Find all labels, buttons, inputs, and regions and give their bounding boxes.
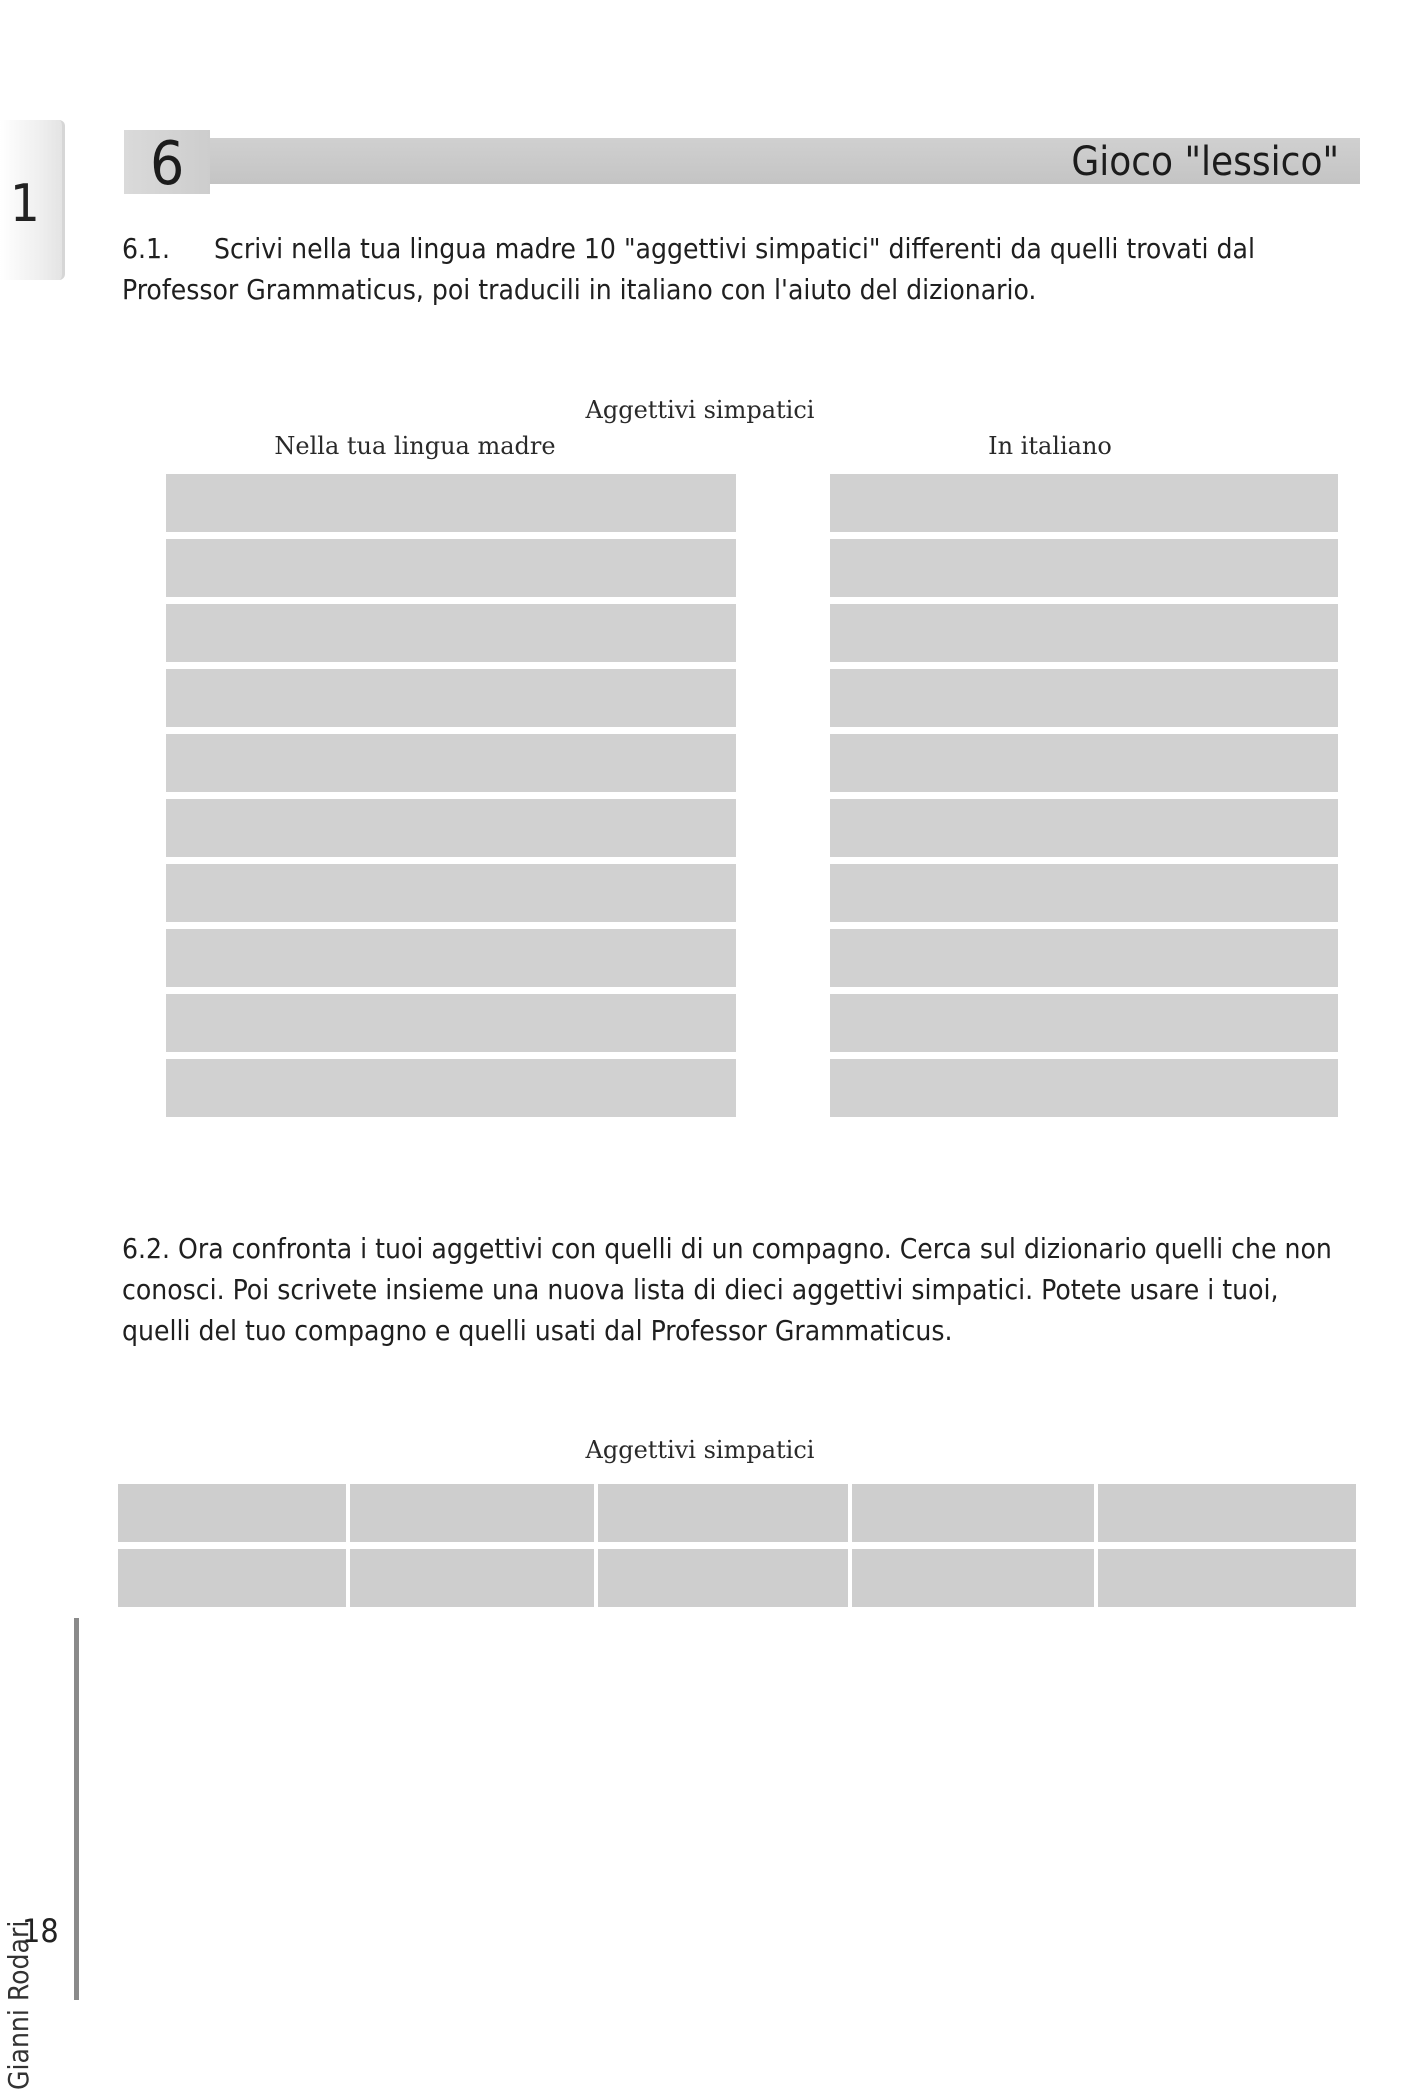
page-number: 18: [22, 1912, 59, 1950]
exercise-2-number: 6.2.: [122, 1232, 171, 1265]
answer-row-right-10[interactable]: [830, 1059, 1338, 1117]
answer-row-right-5[interactable]: [830, 734, 1338, 792]
answer-row-left-5[interactable]: [166, 734, 736, 792]
answer-row-left-4[interactable]: [166, 669, 736, 727]
answer-row-right-8[interactable]: [830, 929, 1338, 987]
answer-row-left-8[interactable]: [166, 929, 736, 987]
answer-row-right-6[interactable]: [830, 799, 1338, 857]
answer-row-left-3[interactable]: [166, 604, 736, 662]
exercise-1-instruction: [122, 228, 1342, 310]
answer-row-left-1[interactable]: [166, 474, 736, 532]
grid-cell-2-1[interactable]: [118, 1549, 346, 1607]
grid-cell-1-5[interactable]: [1098, 1484, 1356, 1542]
section-number: 6: [150, 129, 185, 199]
answer-row-left-7[interactable]: [166, 864, 736, 922]
section-title: Gioco "lessico": [1071, 139, 1339, 185]
grid-cell-1-1[interactable]: [118, 1484, 346, 1542]
chapter-number: 1: [10, 174, 40, 234]
exercise-1-text: Scrivi nella tua lingua madre 10 "aggettivi simpatici" differenti da quelli trovati dal Professor Grammaticus, poi traducili in italiano con l'aiuto del dizionario.: [122, 232, 1255, 306]
exercise-1-number: 6.1.: [122, 232, 171, 265]
column-header-left: Nella tua lingua madre: [274, 432, 556, 460]
answer-row-left-6[interactable]: [166, 799, 736, 857]
exercise-1-table-title: Aggettivi simpatici: [585, 396, 815, 424]
exercise-2-text: Ora confronta i tuoi aggettivi con quelli di un compagno. Cerca sul dizionario quelli che non conosci. Poi scrivete insieme una nuova lista di dieci aggettivi simpatici. Potete usare i tuoi, quelli del tuo compagno e quelli usati dal Professor Grammaticus.: [122, 1232, 1332, 1347]
answer-row-left-2[interactable]: [166, 539, 736, 597]
grid-cell-1-2[interactable]: [350, 1484, 594, 1542]
grid-cell-1-3[interactable]: [598, 1484, 848, 1542]
grid-cell-2-4[interactable]: [852, 1549, 1094, 1607]
answer-row-left-9[interactable]: [166, 994, 736, 1052]
answer-row-right-1[interactable]: [830, 474, 1338, 532]
grid-cell-2-5[interactable]: [1098, 1549, 1356, 1607]
grid-cell-2-3[interactable]: [598, 1549, 848, 1607]
answer-row-right-9[interactable]: [830, 994, 1338, 1052]
grid-cell-2-2[interactable]: [350, 1549, 594, 1607]
exercise-2-instruction: [122, 1228, 1342, 1351]
answer-row-left-10[interactable]: [166, 1059, 736, 1117]
answer-row-right-2[interactable]: [830, 539, 1338, 597]
exercise-2-table-title: Aggettivi simpatici: [585, 1436, 815, 1464]
grid-cell-1-4[interactable]: [852, 1484, 1094, 1542]
answer-row-right-3[interactable]: [830, 604, 1338, 662]
column-header-right: In italiano: [988, 432, 1112, 460]
answer-row-right-4[interactable]: [830, 669, 1338, 727]
author-name: Gianni Rodari: [2, 1920, 35, 2090]
answer-row-right-7[interactable]: [830, 864, 1338, 922]
